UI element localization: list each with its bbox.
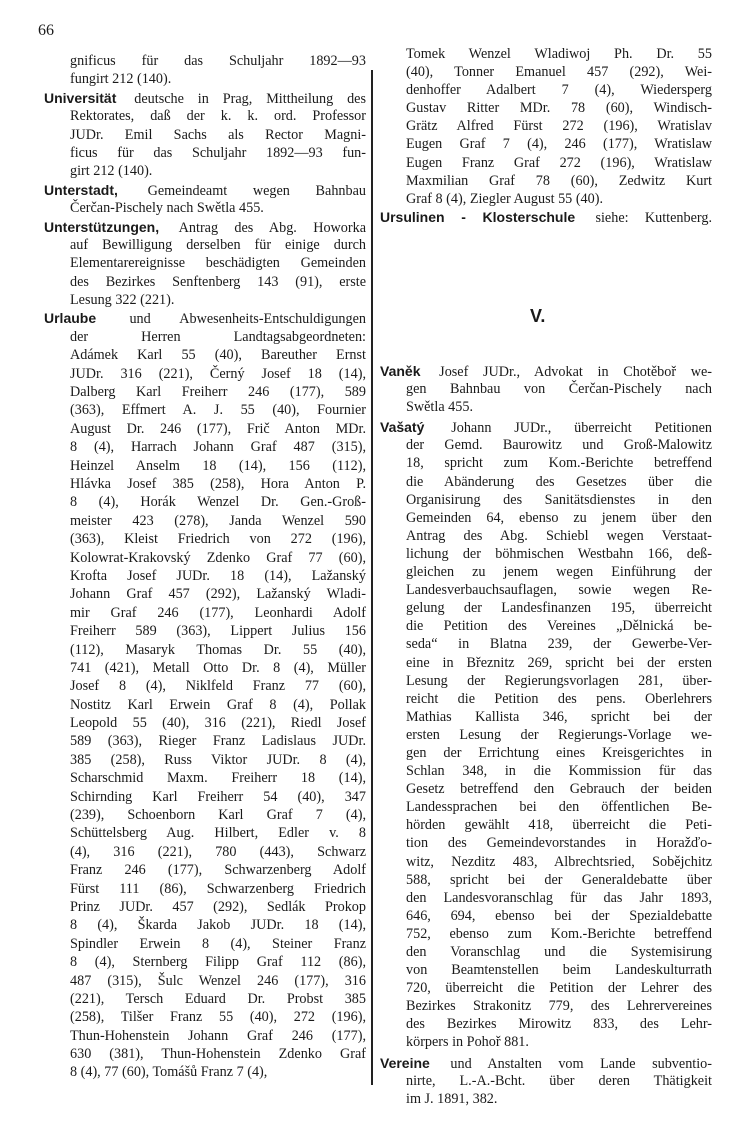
entry-text: Leopold 55 (40), 316 (221), Riedl Josef <box>70 715 366 732</box>
index-entry <box>44 181 366 218</box>
entry-text: mir Graf 246 (177), Leonhardi Adolf <box>70 604 366 621</box>
entry-line <box>380 961 712 979</box>
entry-line <box>380 117 712 135</box>
entry-line <box>44 346 366 364</box>
entry-text: Freiherr 589 (363), Lippert Julius 156 <box>70 623 366 640</box>
entry-text: ersten Lesung der Regierungs-Vorlage we- <box>406 726 712 743</box>
entry-text: 8 (4), Sternberg Filipp Graf 112 (86), <box>70 954 366 971</box>
entry-line <box>380 190 712 208</box>
entry-text: 589 (363), Rieger Franz Ladislaus JUDr. <box>70 733 366 750</box>
entry-line <box>380 1015 712 1033</box>
index-entry <box>380 208 712 226</box>
entry-text: 385 (258), Russ Viktor JUDr. 8 (4), <box>70 751 366 768</box>
entry-line <box>44 365 366 383</box>
entry-line <box>44 309 366 327</box>
entry-line <box>44 990 366 1008</box>
entry-text: Franz 246 (177), Schwarzenberg Adolf <box>70 862 366 879</box>
entry-line <box>380 617 712 635</box>
entry-line <box>44 530 366 548</box>
entry-line <box>380 172 712 190</box>
entry-text: der Herren Landtagsabgeordneten: <box>70 328 366 345</box>
entry-line <box>380 943 712 961</box>
entry-text: der Gemd. Baurowitz und Groß-Malowitz <box>406 437 712 454</box>
entry-line <box>44 659 366 677</box>
entry-headword: Urlaube <box>44 310 97 327</box>
entry-text: des Bezirkes Mirowitz 833, des Lehr- <box>406 1016 712 1033</box>
entry-text: meister 423 (278), Janda Wenzel 590 <box>70 512 366 529</box>
entry-text: die Petition des Vereines „Dělnická be- <box>406 618 712 635</box>
entry-text: Landesverbauchsauflagen, sowie wegen Re- <box>406 582 712 599</box>
entry-line <box>380 99 712 117</box>
entry-text: 752, ebenso zum Kom.-Berichte betreffend <box>406 925 712 942</box>
entry-text: 487 (315), Šulc Wenzel 246 (177), 316 <box>70 972 366 989</box>
entry-line <box>44 1008 366 1026</box>
entry-line <box>44 861 366 879</box>
entry-text: 588, spricht bei der Generaldebatte über <box>406 871 712 888</box>
entry-line <box>380 1054 712 1072</box>
entry-text: (112), Masaryk Thomas Dr. 55 (40), <box>70 641 366 658</box>
entry-headword: Ursulinen - Klosterschule <box>380 208 576 225</box>
entry-line <box>44 696 366 714</box>
entry-text: Lesung der Regierungsvorlagen 281, über- <box>406 672 712 689</box>
entry-line <box>44 291 366 309</box>
entry-line <box>44 162 366 180</box>
entry-line <box>380 1072 712 1090</box>
entry-text: Josef JUDr., Advokat in Chotěboř we- <box>439 364 712 380</box>
entry-text: Bezirkes Strakonitz 779, des Lehrervereines <box>406 998 712 1015</box>
entry-line <box>380 834 712 852</box>
entry-text: gen der Errichtung eines Kreisgerichtes in <box>406 744 712 761</box>
entry-line <box>380 853 712 871</box>
entry-line <box>44 1063 366 1081</box>
entry-text: Antrag des Abg. Howorka <box>178 219 366 236</box>
entry-text: Schirnding Karl Freiherr 54 (40), 347 <box>70 788 366 805</box>
entry-text: 8 (4), Škarda Jakob JUDr. 18 (14), <box>70 917 366 934</box>
entry-text: Elementarereignisse beschädigten Gemeinden <box>70 255 366 272</box>
entry-text: gleichen zu jenem wegen Einführung der <box>406 564 712 581</box>
entry-headword: Vašatý <box>380 419 425 436</box>
index-entry <box>44 309 366 1081</box>
entry-line <box>44 457 366 475</box>
entry-text: siehe: Kuttenberg. <box>595 209 712 226</box>
entry-line <box>44 622 366 640</box>
entry-text: Lesung 322 (221). <box>70 292 175 309</box>
entry-text: Rektorates, daß der k. k. ord. Professor <box>70 108 366 125</box>
index-entry <box>44 218 366 310</box>
left-column <box>44 52 366 1082</box>
entry-line <box>44 70 366 88</box>
entry-text: Organisirung des Sanitätsdienstes in den <box>406 491 712 508</box>
entry-text: Čerčan-Pischely nach Swětla 455. <box>70 200 264 217</box>
entry-line <box>380 362 712 380</box>
section-heading: V. <box>530 306 546 326</box>
entry-text: (258), Tilšer Franz 55 (40), 272 (196), <box>70 1009 366 1026</box>
entry-line <box>380 81 712 99</box>
entry-line <box>380 599 712 617</box>
entry-line <box>380 997 712 1015</box>
entry-line <box>44 438 366 456</box>
entry-text: witz, Nezditz 483, Albrechtsried, Sobějchitz <box>406 853 712 870</box>
entry-line <box>380 889 712 907</box>
entry-text: tion des Gemeindevorstandes in Horažďo- <box>406 835 712 852</box>
entry-text: Gustav Ritter MDr. 78 (60), Windisch- <box>406 100 712 117</box>
entry-line <box>380 1090 712 1108</box>
entry-line <box>380 871 712 889</box>
entry-text: Antrag des Abg. Schiebl wegen Verstaat- <box>406 527 712 544</box>
entry-line <box>44 714 366 732</box>
entry-line <box>44 953 366 971</box>
entry-line <box>380 672 712 690</box>
entry-text: 8 (4), Harrach Johann Graf 487 (315), <box>70 439 366 456</box>
entry-line <box>380 135 712 153</box>
entry-line <box>44 549 366 567</box>
entry-line <box>44 585 366 603</box>
entry-text: Graf 8 (4), Ziegler August 55 (40). <box>406 190 603 207</box>
entry-text: und Abwesenheits-Entschuldigungen <box>129 311 367 328</box>
entry-line <box>44 181 366 199</box>
entry-line <box>44 769 366 787</box>
entry-line <box>44 52 366 70</box>
entry-text: seda“ in Blatna 239, der Gewerbe-Ver- <box>406 636 712 653</box>
entry-line <box>44 107 366 125</box>
entry-line <box>44 806 366 824</box>
entry-headword: Unterstadt, <box>44 181 118 198</box>
entry-line <box>380 925 712 943</box>
entry-headword: Vereine <box>380 1054 430 1071</box>
entry-line <box>44 788 366 806</box>
entry-line <box>380 744 712 762</box>
entry-line <box>44 236 366 254</box>
entry-headword: Unterstützungen, <box>44 218 160 235</box>
entry-line <box>44 420 366 438</box>
entry-line <box>380 762 712 780</box>
entry-text: Mathias Kallista 346, spricht bei der <box>406 708 712 725</box>
entry-text: eine in Březnitz 269, spricht bei der ersten <box>406 654 712 671</box>
entry-line <box>380 208 712 226</box>
entry-text: Kolowrat-Krakovský Zdenko Graf 77 (60), <box>70 549 366 566</box>
entry-text: Hlávka Josef 385 (258), Hora Anton P. <box>70 475 366 492</box>
entry-text: auf Bewilligung derselben für einige durch <box>70 236 366 253</box>
entry-text: Swětla 455. <box>406 399 473 416</box>
entry-line <box>44 751 366 769</box>
entry-text: gen Bahnbau von Čerčan-Pischely nach <box>406 381 712 398</box>
entry-text: den Voranschlag und die Systemisirung <box>406 944 712 960</box>
entry-line <box>44 493 366 511</box>
index-entry <box>44 89 366 181</box>
entry-line <box>380 509 712 527</box>
entry-line <box>380 635 712 653</box>
entry-line <box>44 1045 366 1063</box>
entry-line <box>380 690 712 708</box>
page-number: 66 <box>38 22 54 39</box>
entry-text: Dalberg Karl Freiherr 246 (177), 589 <box>70 384 366 401</box>
entry-line <box>380 798 712 816</box>
entry-text: 720, überreicht die Petition der Lehrer des <box>406 980 712 997</box>
entry-text: lichung der böhmischen Westbahn 166, deß- <box>406 545 712 562</box>
entry-line <box>44 383 366 401</box>
entry-line <box>44 199 366 217</box>
entry-text: (239), Schoenborn Karl Graf 7 (4), <box>70 807 366 824</box>
entry-text: von Beamtenstellen beim Landeskulturrath <box>406 962 712 979</box>
entry-text: Prinz JUDr. 457 (292), Sedlák Prokop <box>70 898 366 915</box>
entry-line <box>380 527 712 545</box>
entry-text: JUDr. Emil Sachs als Rector Magni- <box>70 126 366 143</box>
entry-line <box>44 254 366 272</box>
entry-line <box>380 726 712 744</box>
entry-text: deutsche in Prag, Mittheilung des <box>134 90 366 107</box>
entry-line <box>380 454 712 472</box>
entry-text: JUDr. 316 (221), Černý Josef 18 (14), <box>70 365 366 382</box>
entry-text: Thun-Hohenstein Johann Graf 246 (177), <box>70 1027 366 1044</box>
entry-text: Fürst 111 (86), Schwarzenberg Friedrich <box>70 880 366 897</box>
entry-line <box>380 473 712 491</box>
index-entry <box>380 362 712 416</box>
entry-text: fungirt 212 (140). <box>70 71 172 88</box>
entry-line <box>380 63 712 81</box>
entry-text: im J. 1891, 382. <box>406 1090 498 1107</box>
entry-text: 646, 694, ebenso bei der Spezialdebatte <box>406 907 712 924</box>
entry-line <box>380 154 712 172</box>
entry-text: Johann Graf 457 (292), Lažanský Wladi- <box>70 586 366 603</box>
entry-text: 630 (381), Thun-Hohenstein Zdenko Graf <box>70 1046 366 1063</box>
entry-line <box>44 1027 366 1045</box>
entry-headword: Vaněk <box>380 363 421 379</box>
entry-text: körpers in Pohoř 881. <box>406 1034 529 1051</box>
entry-line <box>44 677 366 695</box>
entry-line <box>380 907 712 925</box>
entry-line <box>380 545 712 563</box>
entry-text: Eugen Graf 7 (4), 246 (177), Wratislaw <box>406 136 712 153</box>
entry-line <box>380 418 712 436</box>
entry-line <box>44 273 366 291</box>
entry-text: und Anstalten vom Lande subventio- <box>450 1055 712 1072</box>
entry-line <box>44 898 366 916</box>
column-divider <box>371 70 373 1085</box>
entry-line <box>44 843 366 861</box>
entry-line <box>380 1033 712 1051</box>
entry-line <box>380 436 712 454</box>
entry-line <box>380 979 712 997</box>
entry-text: (40), Tonner Emanuel 457 (292), Wei- <box>406 64 712 81</box>
entry-line <box>44 89 366 107</box>
entry-line <box>44 880 366 898</box>
index-entry <box>44 52 366 89</box>
entry-text: Gesetz betreffend den Gebrauch der beiden <box>406 781 712 798</box>
entry-text: August Dr. 246 (177), Frič Anton MDr. <box>70 420 366 437</box>
entry-text: Krofta Josef JUDr. 18 (14), Lažanský <box>70 567 366 584</box>
right-column-top <box>380 45 712 226</box>
entry-text: 741 (421), Metall Otto Dr. 8 (4), Müller <box>70 659 366 676</box>
entry-line <box>380 581 712 599</box>
entry-line <box>44 935 366 953</box>
entry-line <box>380 380 712 398</box>
entry-text: 8 (4), Horák Wenzel Dr. Gen.-Groß- <box>70 494 366 511</box>
entry-text: Johann JUDr., überreicht Petitionen <box>451 420 713 437</box>
entry-line <box>44 401 366 419</box>
index-entry <box>380 1054 712 1108</box>
entry-text: (221), Tersch Eduard Dr. Probst 385 <box>70 990 366 1007</box>
entry-text: nirte, L.-A.-Bcht. über deren Thätigkeit <box>406 1072 712 1089</box>
entry-text: 18, spricht zum Kom.-Berichte betreffend <box>406 455 712 472</box>
entry-headword: Universität <box>44 89 117 106</box>
entry-text: Grätz Alfred Fürst 272 (196), Wratislav <box>406 118 712 135</box>
entry-line <box>44 475 366 493</box>
entry-text: hörden gewählt 418, überreicht die Peti- <box>406 817 712 834</box>
entry-text: Eugen Franz Graf 272 (196), Wratislaw <box>406 154 712 171</box>
entry-text: denhoffer Adalbert 7 (4), Wiedersperg <box>406 82 712 99</box>
entry-text: Gemeindeamt wegen Bahnbau <box>147 182 366 199</box>
entry-text: Schlan 348, in die Kommission für das <box>406 763 712 780</box>
entry-text: des Bezirkes Senftenberg 143 (91), erste <box>70 273 366 290</box>
entry-text: (4), 316 (221), 780 (443), Schwarz <box>70 843 366 860</box>
entry-line <box>44 144 366 162</box>
index-entry <box>380 45 712 208</box>
entry-line <box>380 398 712 416</box>
entry-text: Tomek Wenzel Wladiwoj Ph. Dr. 55 <box>406 46 712 62</box>
entry-text: Scharschmid Maxm. Freiherr 18 (14), <box>70 770 366 787</box>
entry-text: reicht die Petition des pens. Oberlehrers <box>406 690 712 707</box>
entry-text: ficus für das Schuljahr 1892—93 fun- <box>70 144 366 161</box>
entry-line <box>44 824 366 842</box>
entry-text: Adámek Karl 55 (40), Bareuther Ernst <box>70 347 366 364</box>
entry-text: Spindler Erwein 8 (4), Steiner Franz <box>70 935 366 952</box>
entry-line <box>44 641 366 659</box>
entry-line <box>380 780 712 798</box>
entry-text: den Landesvoranschlag für das Jahr 1893, <box>406 889 712 906</box>
entry-line <box>44 328 366 346</box>
entry-line <box>380 563 712 581</box>
entry-line <box>44 604 366 622</box>
entry-text: Gemeinden 64, ebenso zu jenem über den <box>406 509 712 526</box>
entry-text: Maxmilian Graf 78 (60), Zedwitz Kurt <box>406 172 712 189</box>
entry-text: Heinzel Anselm 18 (14), 156 (112), <box>70 457 366 474</box>
entry-text: (363), Effmert A. J. 55 (40), Fournier <box>70 402 366 419</box>
entry-text: gelung der Landesfinanzen 195, überreicht <box>406 600 712 617</box>
entry-line <box>380 816 712 834</box>
entry-text: (363), Kleist Friedrich von 272 (196), <box>70 531 366 548</box>
right-column-bottom <box>380 362 712 1110</box>
entry-text: 8 (4), 77 (60), Tomášů Franz 7 (4), <box>70 1064 268 1081</box>
entry-line <box>44 732 366 750</box>
entry-line <box>380 708 712 726</box>
entry-line <box>380 491 712 509</box>
entry-line <box>380 45 712 63</box>
entry-text: die Abänderung des Gesetzes über die <box>406 473 712 490</box>
entry-line <box>44 916 366 934</box>
entry-line <box>44 567 366 585</box>
entry-text: gnificus für das Schuljahr 1892—93 <box>70 53 366 69</box>
entry-text: Nostitz Karl Erwein Graf 8 (4), Pollak <box>70 696 366 713</box>
entry-line <box>44 126 366 144</box>
entry-text: girt 212 (140). <box>70 163 153 180</box>
index-entry <box>380 418 712 1051</box>
entry-line <box>380 654 712 672</box>
entry-line <box>44 218 366 236</box>
entry-line <box>44 512 366 530</box>
entry-text: Schüttelsberg Aug. Hilbert, Edler v. 8 <box>70 825 366 842</box>
entry-text: Josef 8 (4), Niklfeld Franz 77 (60), <box>70 678 366 695</box>
entry-text: Landessprachen bei den öffentlichen Be- <box>406 799 712 816</box>
entry-line <box>44 972 366 990</box>
